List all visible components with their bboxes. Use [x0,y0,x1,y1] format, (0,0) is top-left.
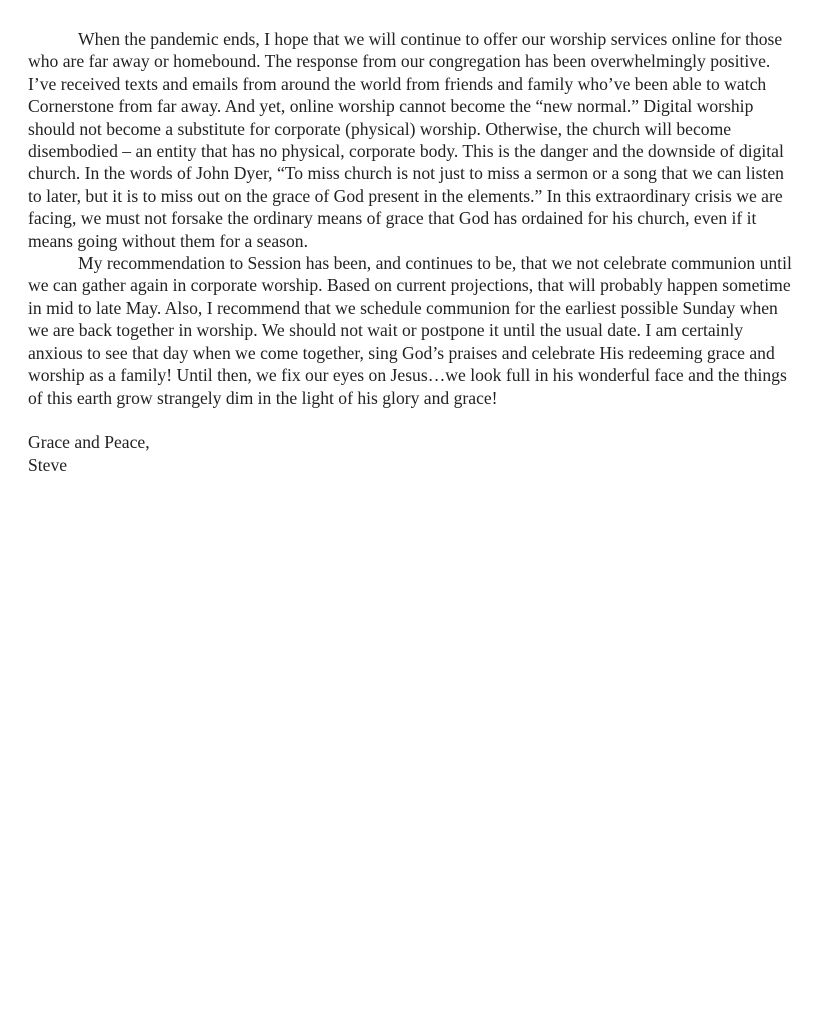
letter-page [28,28,794,476]
body-paragraph-1: When the pandemic ends, I hope that we will continue to offer our worship services online for those who are far away or homebound. The response from our congregation has been overwhelmingly positive. I’ve received texts and emails from around the world from friends and family who’ve been able to watch Cornerstone from far away. And yet, online worship cannot become the “new normal.” Digital worship should not become a substitute for corporate (physical) worship. Otherwise, the church will become disembodied – an entity that has no physical, corporate body. This is the danger and the downside of digital church. In the words of John Dyer, “To miss church is not just to miss a sermon or a song that we can listen to later, but it is to miss out on the grace of God present in the elements.” In this extraordinary crisis we are facing, we must not forsake the ordinary means of grace that God has ordained for his church, even if it means going without them for a season. [28,29,784,251]
signature: Steve [28,454,68,475]
body-paragraph-2: My recommendation to Session has been, and continues to be, that we not celebrate communion until we can gather again in corporate worship. Based on current projections, that will probably happen sometime in mid to late May. Also, I recommend that we schedule communion for the earliest possible Sunday when we are back together in worship. We should not wait or postpone it until the usual date. I am certainly anxious to see that day when we come together, sing God’s praises and celebrate His redeeming grace and worship as a family! Until then, we fix our eyes on Jesus…we look full in his wonderful face and the things of this earth grow strangely dim in the light of his glory and grace! [28,253,792,408]
closing-salutation: Grace and Peace, [28,432,150,453]
letter-closing [28,431,794,476]
